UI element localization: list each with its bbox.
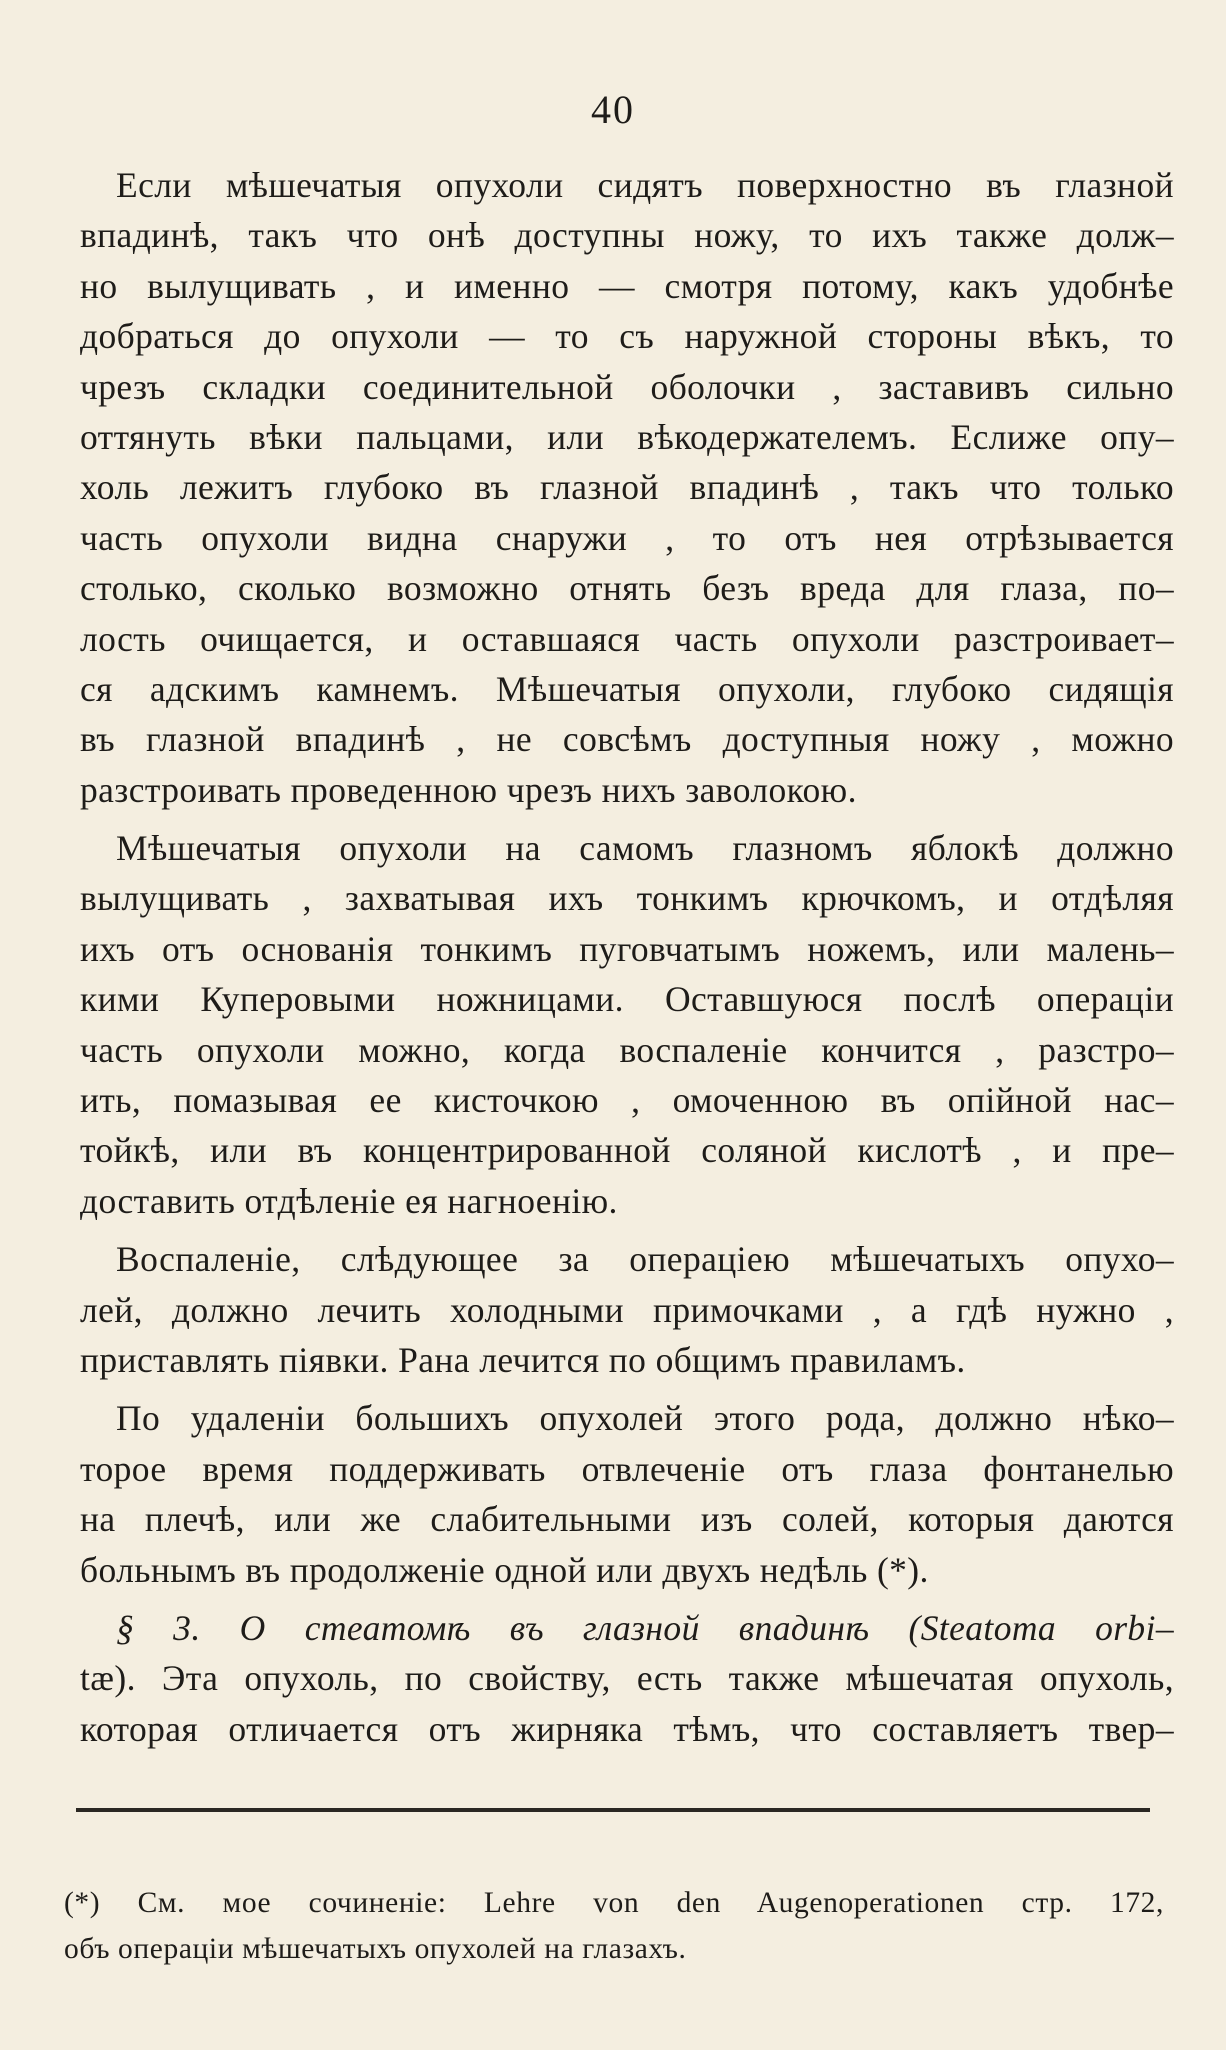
- text-line: ся адскимъ камнемъ. Мѣшечатыя опухоли, глубоко сидящія: [80, 668, 1174, 709]
- body-text: [80, 160, 1174, 1754]
- text-line: въ глазной впадинѣ , не совсѣмъ доступныя ножу , можно: [80, 719, 1174, 760]
- text-line: впадинѣ, такъ что онѣ доступны ножу, то ихъ также долж–: [80, 215, 1174, 256]
- footnote: [64, 1880, 1164, 1972]
- text-line: По удаленіи большихъ опухолей этого рода, должно нѣко–: [116, 1398, 1174, 1439]
- text-line: тойкѣ, или въ концентрированной соляной кислотѣ , и пре–: [80, 1130, 1174, 1171]
- text-line: ить, помазывая ее кисточкою , омоченною въ опійной нас–: [80, 1080, 1174, 1121]
- text-line: Если мѣшечатыя опухоли сидятъ поверхностно въ глазной: [116, 165, 1174, 205]
- text-line: чрезъ складки соединительной оболочки , заставивъ сильно: [80, 366, 1174, 407]
- footnote-line: объ операціи мѣшечатыхъ опухолей на глазахъ.: [64, 1933, 687, 1965]
- text-line: больнымъ въ продолженіе одной или двухъ недѣль (*).: [80, 1549, 929, 1590]
- text-line: на плечѣ, или же слабительными изъ солей, которыя даются: [80, 1499, 1174, 1540]
- text-line: лость очищается, и оставшаяся часть опухоли разстроивает–: [80, 618, 1174, 659]
- text-line: лей, должно лечить холодными примочками , а гдѣ нужно ,: [80, 1289, 1174, 1330]
- text-line: торое время поддерживать отвлеченіе отъ глаза фонтанелью: [80, 1448, 1174, 1489]
- text-line: холь лежитъ глубоко въ глазной впадинѣ , такъ что только: [80, 467, 1174, 508]
- paragraph-2: [80, 823, 1174, 1226]
- text-line: доставить отдѣленіе ея нагноенію.: [80, 1180, 618, 1221]
- text-line: часть опухоли можно, когда воспаленіе кончится , разстро–: [80, 1029, 1174, 1070]
- text-line: оттянуть вѣки пальцами, или вѣкодержателемъ. Еслиже опу–: [80, 416, 1174, 457]
- text-line: кими Куперовыми ножницами. Оставшуюся послѣ операціи: [80, 979, 1174, 1020]
- text-line: разстроивать проведенною чрезъ нихъ заволокою.: [80, 769, 857, 810]
- text-line: приставлять піявки. Рана лечится по общимъ правиламъ.: [80, 1339, 966, 1380]
- footnote-line: (*) См. мое сочиненіе: Lehre von den Augenoperationen стр. 172,: [64, 1887, 1164, 1919]
- text-line: Воспаленіе, слѣдующее за операціею мѣшечатыхъ опухо–: [116, 1239, 1174, 1280]
- paragraph-1: [80, 160, 1174, 815]
- text-line: но вылущивать , и именно — смотря потому, какъ удобнѣе: [80, 265, 1174, 306]
- text-line: которая отличается отъ жирняка тѣмъ, что составляетъ твер–: [80, 1708, 1174, 1749]
- text-line: столько, сколько возможно отнять безъ вреда для глаза, по–: [80, 568, 1174, 609]
- text-line: ихъ отъ основанія тонкимъ пуговчатымъ ножемъ, или малень–: [80, 928, 1174, 969]
- text-line: вылущивать , захватывая ихъ тонкимъ крючкомъ, и отдѣляя: [80, 878, 1174, 919]
- footnote-divider: [76, 1808, 1150, 1812]
- text-line: Мѣшечатыя опухоли на самомъ глазномъ яблокѣ должно: [116, 828, 1174, 869]
- text-line: добраться до опухоли — то съ наружной стороны вѣкъ, то: [80, 316, 1174, 357]
- paragraph-3: [80, 1234, 1174, 1385]
- section-3: [80, 1603, 1174, 1754]
- page-number: 40: [591, 87, 635, 132]
- text-line: tæ). Эта опухоль, по свойству, есть также мѣшечатая опухоль,: [80, 1658, 1174, 1699]
- text-line: часть опухоли видна снаружи , то отъ нея отрѣзывается: [80, 517, 1174, 558]
- paragraph-4: [80, 1393, 1174, 1595]
- section-heading: § 3. О стеатомѣ въ глазной впадинѣ (Steatoma orbi–: [116, 1607, 1174, 1648]
